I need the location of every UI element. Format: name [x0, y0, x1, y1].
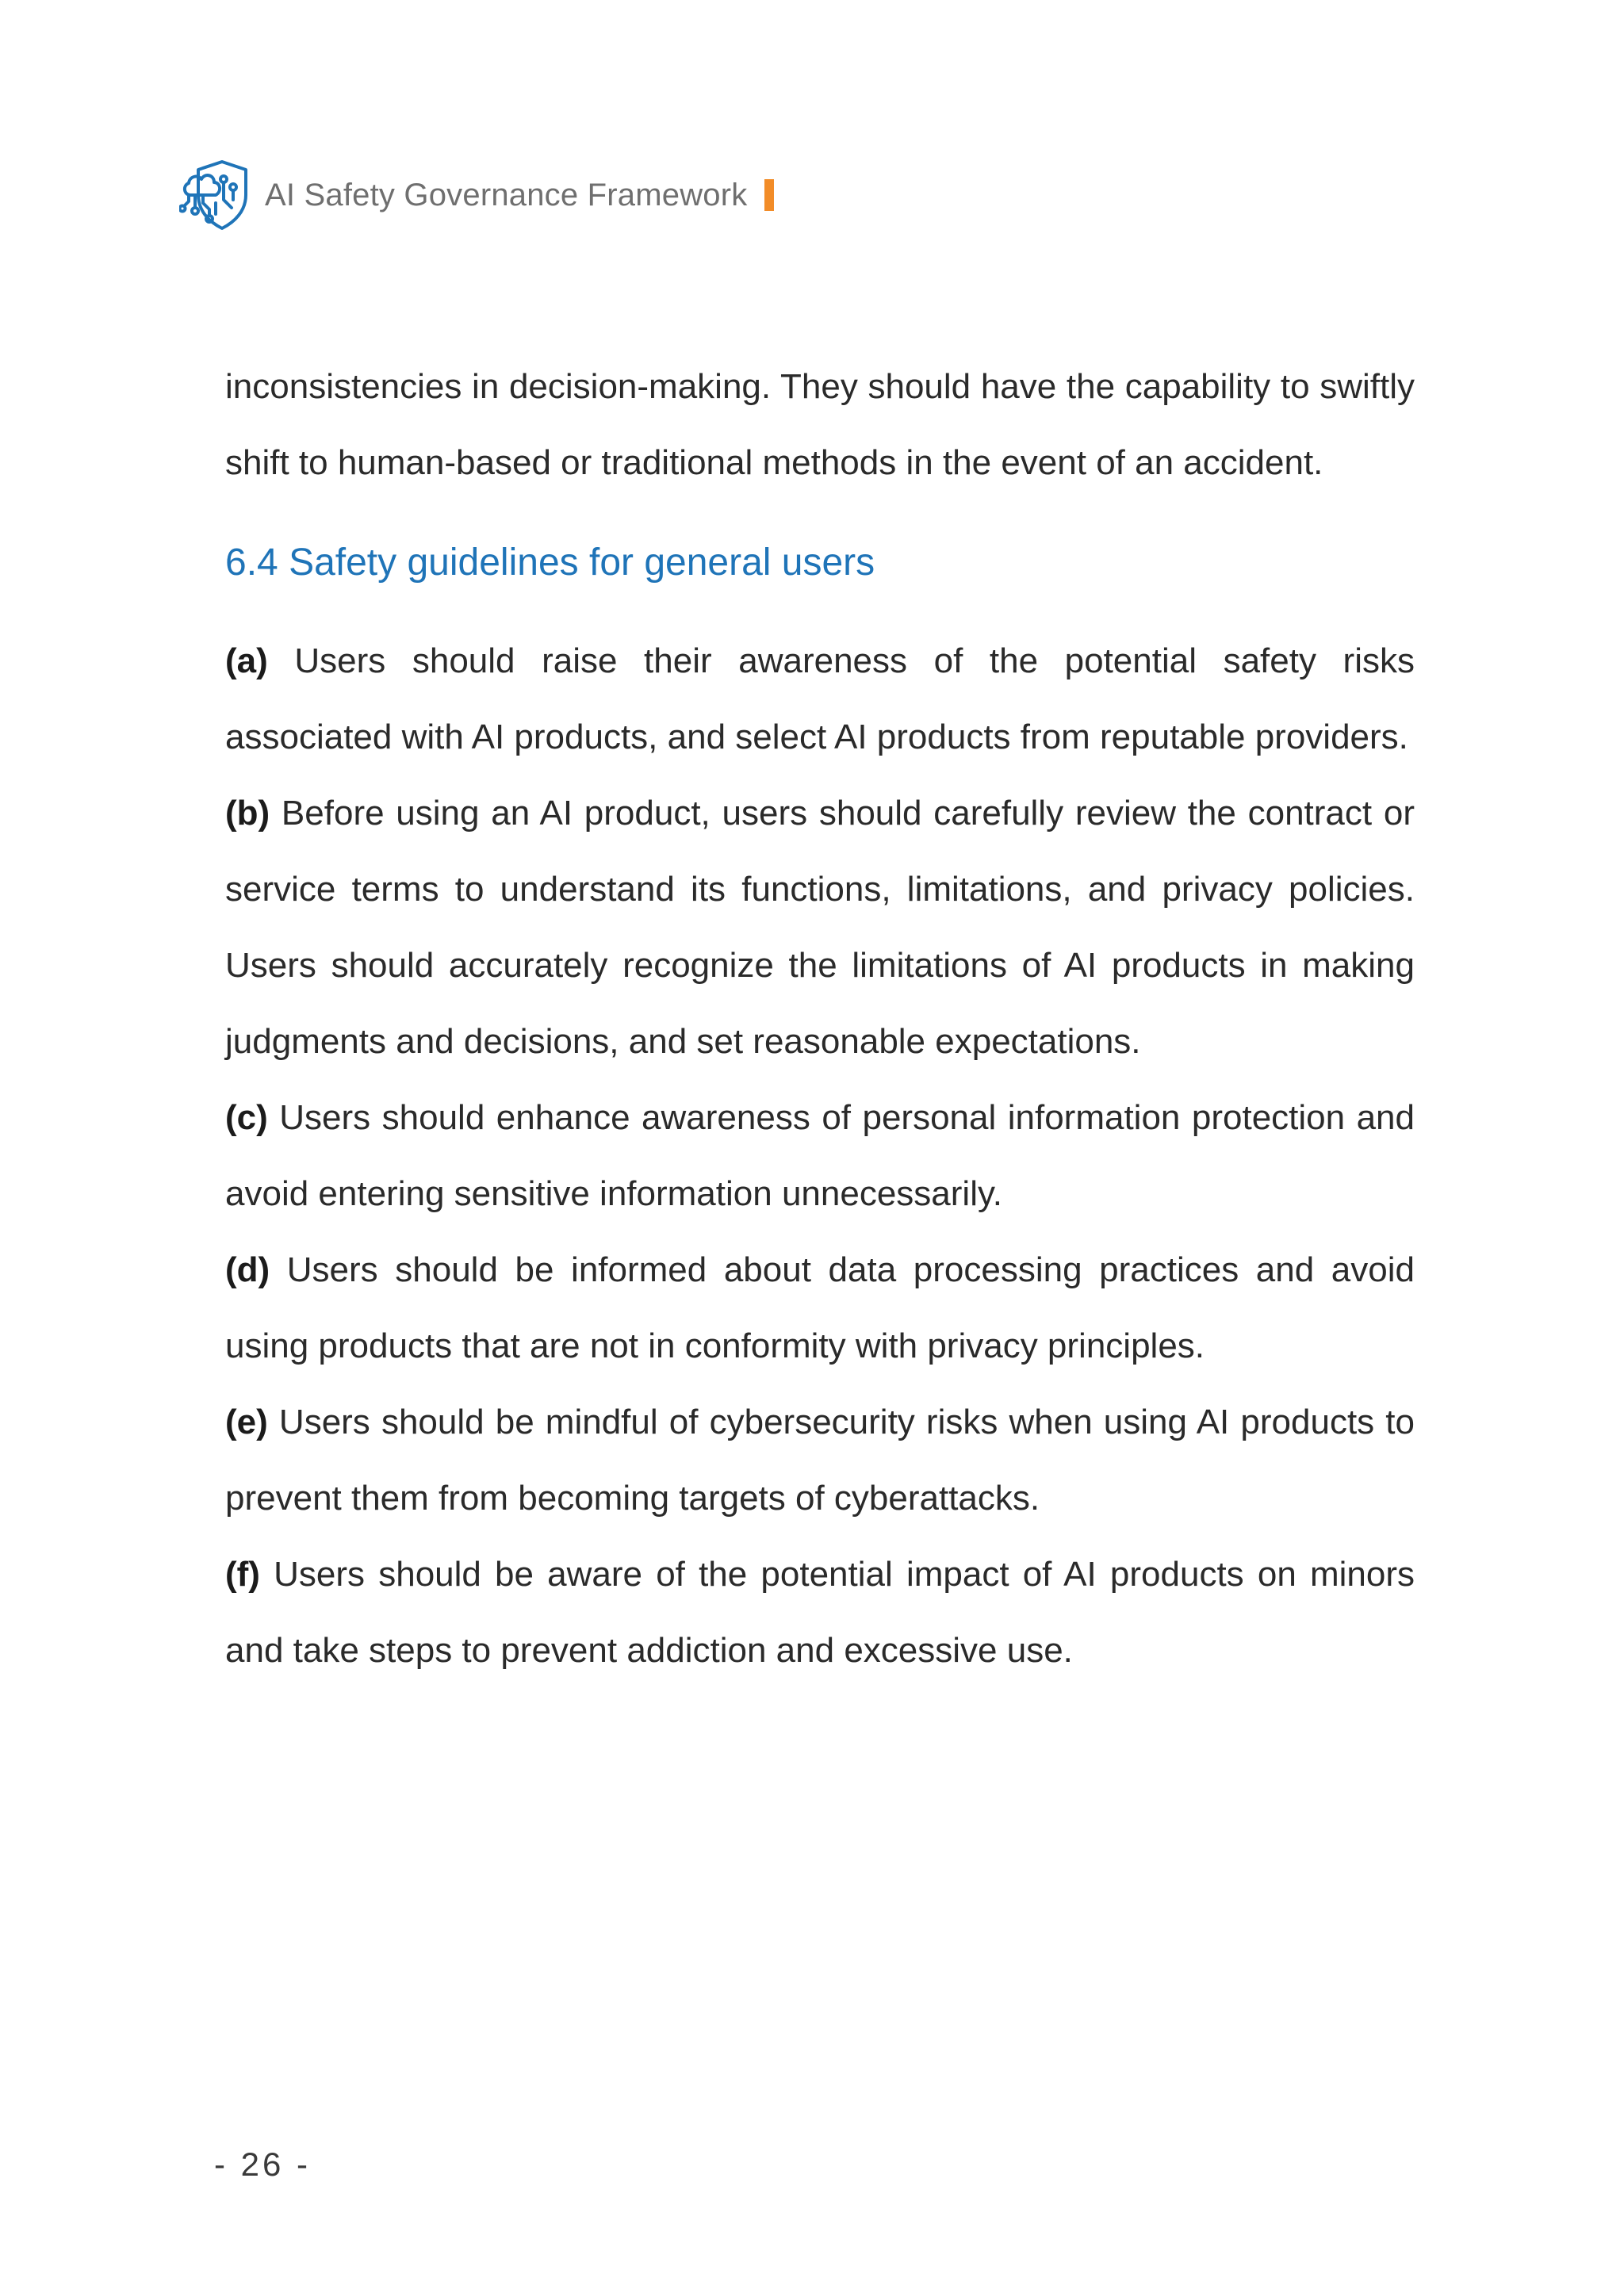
item-label: (a) [225, 641, 268, 680]
document-title: AI Safety Governance Framework [265, 177, 748, 212]
guideline-item-d [225, 1232, 1415, 1384]
item-label: (d) [225, 1250, 270, 1289]
guideline-item-e [225, 1384, 1415, 1537]
header-accent-bar [764, 179, 774, 211]
item-text: Before using an AI product, users should carefully review the contract or service terms to understand its functions, limitations, and privacy policies. Users should accurately recognize the limitations of AI products in making judgments and decisions, and set reasonable expectations. [225, 794, 1415, 1061]
guideline-item-b [225, 775, 1415, 1080]
item-text: Users should be aware of the potential impact of AI products on minors and take steps to prevent addiction and excessive use. [225, 1555, 1415, 1670]
item-text: Users should enhance awareness of personal information protection and avoid entering sensitive information unnecessarily. [225, 1098, 1415, 1213]
item-text: Users should be mindful of cybersecurity risks when using AI products to prevent them from becoming targets of cyberattacks. [225, 1403, 1415, 1518]
intro-paragraph: inconsistencies in decision-making. They should have the capability to swiftly shift to human-based or traditional methods in the event of an accident. [225, 367, 1415, 482]
page-header [179, 159, 774, 232]
guideline-item-a [225, 623, 1415, 775]
item-label: (b) [225, 794, 270, 833]
item-text: Users should raise their awareness of the potential safety risks associated with AI products, and select AI products from reputable providers. [225, 641, 1415, 756]
guideline-item-f [225, 1537, 1415, 1689]
guideline-item-c [225, 1080, 1415, 1232]
item-label: (e) [225, 1403, 268, 1441]
ai-circuit-shield-icon [179, 159, 254, 232]
page-content [225, 349, 1415, 1689]
item-label: (c) [225, 1098, 268, 1137]
page-number: - 26 - [214, 2146, 312, 2183]
item-text: Users should be informed about data processing practices and avoid using products that are not in conformity with privacy principles. [225, 1250, 1415, 1365]
item-label: (f) [225, 1555, 260, 1594]
section-heading: 6.4 Safety guidelines for general users [225, 542, 875, 584]
